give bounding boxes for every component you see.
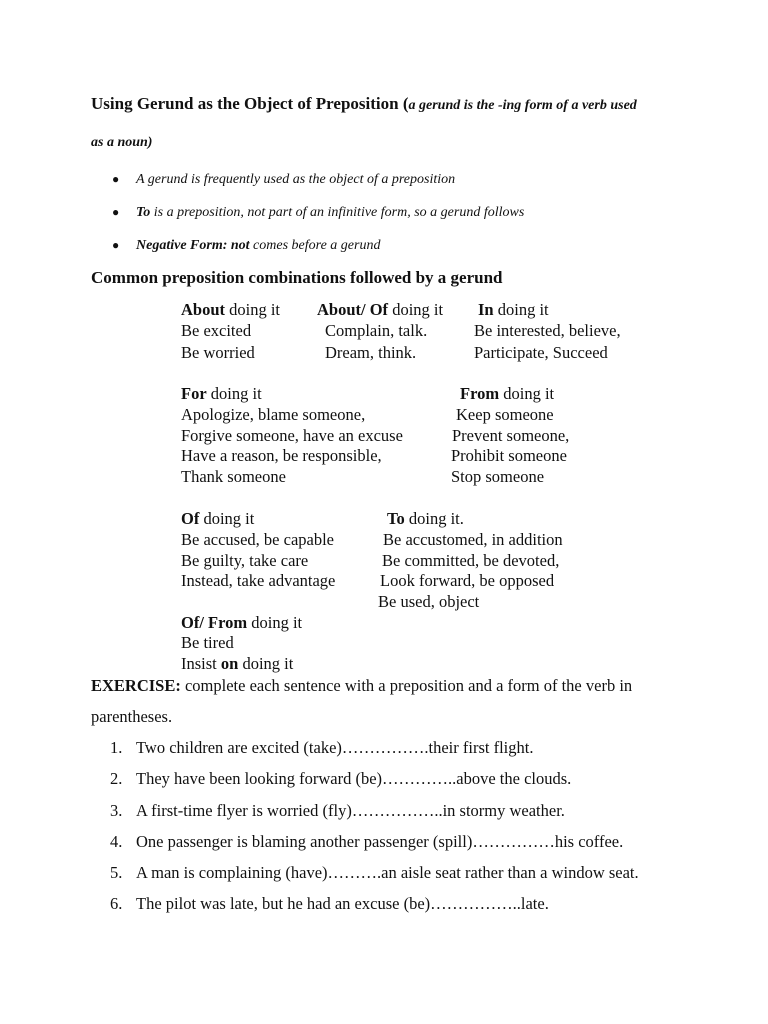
group-about-line: Be excited xyxy=(181,321,252,340)
group-of-from-line: Be tired xyxy=(181,633,234,652)
exercise-item: 6. The pilot was late, but he had an excuse (be)……………..late. xyxy=(110,894,549,913)
bullet-dot: ● xyxy=(112,238,120,252)
page-title-line2 xyxy=(91,131,152,151)
bullet-item-2: ● To is a preposition, not part of an infinitive form, so a gerund follows xyxy=(112,205,525,220)
bullet-item-1: ● A gerund is frequently used as the object of a preposition xyxy=(112,172,456,187)
bullet-dot: ● xyxy=(112,172,120,186)
group-from-line: Keep someone xyxy=(456,405,554,424)
group-about-heading: About doing it xyxy=(181,300,281,319)
exercise-item: 2. They have been looking forward (be)…………..above the clouds. xyxy=(110,769,572,788)
group-about-of-line: Dream, think. xyxy=(325,343,417,362)
group-to-line: Be accustomed, in addition xyxy=(383,530,563,549)
group-from-line: Stop someone xyxy=(451,467,545,486)
title-main: Using Gerund as the Object of Preposition ( xyxy=(91,94,409,113)
group-of-line: Be guilty, take care xyxy=(181,551,309,570)
group-for-line: Thank someone xyxy=(181,467,286,486)
bullet-item-3: ● Negative Form: not comes before a gerund xyxy=(112,238,381,253)
exercise-instruction-line2: parentheses. xyxy=(91,707,173,726)
group-for-line: Apologize, blame someone, xyxy=(181,405,366,424)
group-in-line: Be interested, believe, xyxy=(474,321,621,340)
exercise-item: 4. One passenger is blaming another passenger (spill)……………his coffee. xyxy=(110,832,624,851)
group-in-heading: In doing it xyxy=(478,300,549,319)
group-from-heading: From doing it xyxy=(460,384,555,403)
group-to-line: Be used, object xyxy=(378,592,480,611)
bullet-dot: ● xyxy=(112,205,120,219)
title-italic: a gerund is the -ing form of a verb used xyxy=(408,98,637,113)
group-insist-line: Insist on doing it xyxy=(181,654,294,673)
page-title xyxy=(91,94,637,114)
group-about-of-line: Complain, talk. xyxy=(325,321,428,340)
group-for-line: Forgive someone, have an excuse xyxy=(181,426,403,445)
group-about-of-heading: About/ Of doing it xyxy=(317,300,444,319)
exercise-item: 3. A first-time flyer is worried (fly)……………..in stormy weather. xyxy=(110,801,565,820)
title-italic-line2: as a noun) xyxy=(91,135,153,150)
group-to-line: Be committed, be devoted, xyxy=(382,551,560,570)
exercise-instruction: EXERCISE: complete each sentence with a preposition and a form of the verb in xyxy=(91,676,633,695)
exercise-item: 1. Two children are excited (take)…………….their first flight. xyxy=(110,738,534,757)
group-for-line: Have a reason, be responsible, xyxy=(181,446,382,465)
exercise-item: 5. A man is complaining (have)……….an aisle seat rather than a window seat. xyxy=(110,863,639,882)
group-from-line: Prohibit someone xyxy=(451,446,567,465)
group-in-line: Participate, Succeed xyxy=(474,343,608,362)
group-to-heading: To doing it. xyxy=(387,509,464,528)
group-for-heading: For doing it xyxy=(181,384,262,403)
exercise-label: EXERCISE: xyxy=(91,676,181,695)
group-of-line: Be accused, be capable xyxy=(181,530,334,549)
group-of-heading: Of doing it xyxy=(181,509,255,528)
section-heading: Common preposition combinations followed by a gerund xyxy=(91,268,503,287)
group-of-from-heading: Of/ From doing it xyxy=(181,613,303,632)
group-to-line: Look forward, be opposed xyxy=(380,571,555,590)
group-about-line: Be worried xyxy=(181,343,255,362)
group-of-line: Instead, take advantage xyxy=(181,571,336,590)
group-from-line: Prevent someone, xyxy=(452,426,570,445)
